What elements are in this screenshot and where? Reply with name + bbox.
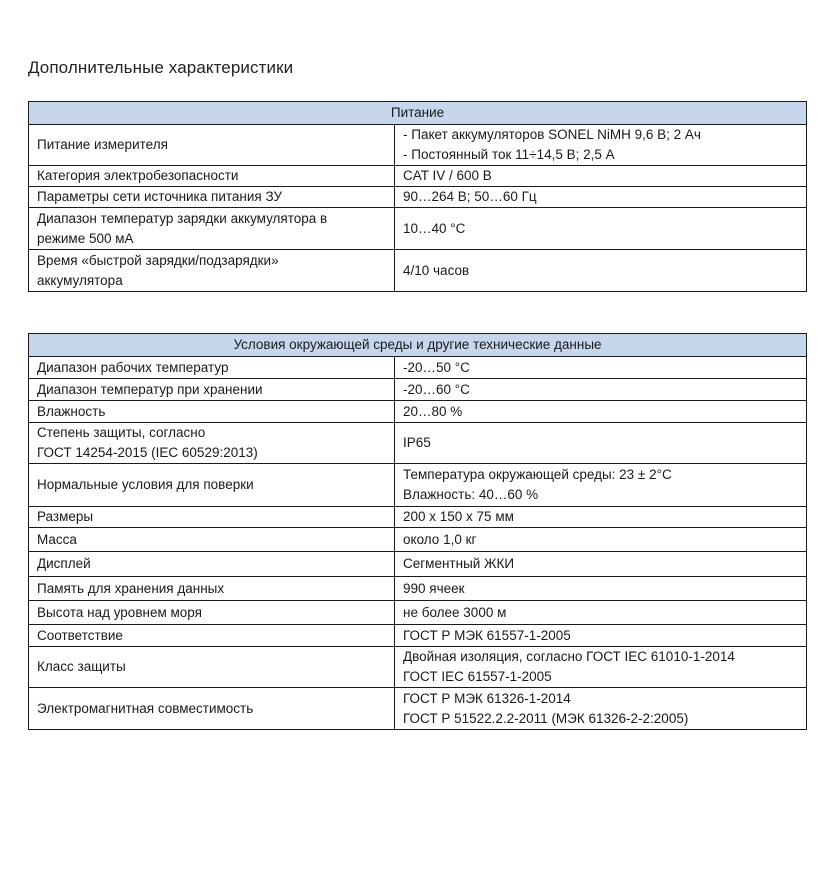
value-text: ГОСТ Р 51522.2.2-2011 (МЭК 61326-2-2:2005) [403,710,689,726]
parameter-text: Диапазон температур зарядки аккумулятора в [37,210,328,226]
value-cell [395,208,807,250]
table-row [29,250,807,292]
parameter-cell [29,577,395,601]
value-text: не более 3000 м [403,604,507,620]
table-row [29,552,807,577]
parameter-text: Влажность [37,403,106,419]
section-header-environment: Условия окружающей среды и другие технические данные [29,334,807,357]
table-body [29,357,807,730]
value-cell [395,601,807,625]
value-cell [395,401,807,423]
value-text: -20…60 °C [403,381,470,397]
table-row [29,601,807,625]
parameter-text: Нормальные условия для поверки [37,477,254,492]
value-text: 4/10 часов [403,262,470,278]
table-row [29,507,807,528]
parameter-text: Память для хранения данных [37,580,225,596]
value-cell [395,528,807,552]
value-text: - Постоянный ток 11÷14,5 В; 2,5 А [403,147,615,162]
parameter-text: Электромагнитная совместимость [37,700,254,716]
value-text: -20…50 °C [403,359,470,375]
table-row [29,423,807,464]
value-cell [395,357,807,379]
table-row [29,401,807,423]
parameter-cell [29,250,395,292]
value-cell [395,166,807,187]
parameter-cell [29,357,395,379]
table-row [29,528,807,552]
value-text: ГОСТ Р МЭК 61557-1-2005 [403,627,571,643]
value-text: ГОСТ IEC 61557-1-2005 [403,669,552,684]
page-title: Дополнительные характеристики [28,58,294,77]
value-cell [395,379,807,401]
value-text: Влажность: 40…60 % [403,487,539,502]
value-cell [395,577,807,601]
value-cell [395,250,807,292]
table-row [29,464,807,507]
table-row [29,647,807,688]
section-header-power: Питание [29,102,807,125]
parameter-cell [29,208,395,250]
parameter-cell [29,647,395,688]
parameter-text: Диапазон рабочих температур [37,359,229,375]
parameter-text: Соответствие [37,627,123,643]
value-cell [395,125,807,166]
parameter-text: Категория электробезопасности [37,168,239,183]
parameter-text: Степень защиты, согласно [37,425,206,440]
table-row [29,625,807,647]
parameter-text: режиме 500 мА [37,230,134,246]
value-text: Сегментный ЖКИ [403,556,515,571]
parameter-cell [29,125,395,166]
value-cell [395,647,807,688]
value-text: 20…80 % [403,403,463,419]
parameter-text: Параметры сети источника питания ЗУ [37,189,283,204]
parameter-text: аккумулятора [37,272,123,288]
parameter-text: Высота над уровнем моря [37,604,202,620]
parameter-cell [29,464,395,507]
value-text: около 1,0 кг [403,531,477,547]
value-text: 990 ячеек [403,580,465,596]
value-text: 200 x 150 x 75 мм [403,509,514,524]
power-specs-table [28,101,807,292]
parameter-cell [29,507,395,528]
value-text: ГОСТ Р МЭК 61326-1-2014 [403,690,571,706]
value-text: Двойная изоляция, согласно ГОСТ IEC 61010-1-2014 [403,649,735,664]
parameter-text: Размеры [37,509,94,524]
parameter-text: Питание измерителя [37,137,168,152]
value-cell [395,688,807,730]
table-row [29,187,807,208]
value-cell [395,507,807,528]
parameter-text: Диапазон температур при хранении [37,381,263,397]
parameter-cell [29,423,395,464]
table-header-row [29,102,807,125]
value-cell [395,464,807,507]
value-text: - Пакет аккумуляторов SONEL NiMH 9,6 В; 2 Ач [403,127,701,142]
parameter-text: Класс защиты [37,659,126,674]
parameter-text: Время «быстрой зарядки/подзарядки» [37,252,279,268]
parameter-text: Дисплей [37,556,91,571]
value-text: CAT IV / 600 В [403,168,492,183]
parameter-cell [29,187,395,208]
parameter-cell [29,688,395,730]
table-row [29,379,807,401]
table-row [29,357,807,379]
value-cell [395,552,807,577]
table-row [29,125,807,166]
parameter-text: ГОСТ 14254-2015 (IEC 60529:2013) [37,445,258,460]
parameter-cell [29,601,395,625]
table-row [29,208,807,250]
value-text: IP65 [403,435,431,450]
table-row [29,166,807,187]
parameter-cell [29,166,395,187]
table-body [29,125,807,292]
environment-specs-table [28,333,807,730]
value-text: 10…40 °C [403,220,466,236]
value-text: 90…264 В; 50…60 Гц [403,189,537,204]
parameter-cell [29,552,395,577]
parameter-text: Масса [37,531,77,547]
value-cell [395,423,807,464]
value-cell [395,187,807,208]
table-header-row [29,334,807,357]
value-cell [395,625,807,647]
parameter-cell [29,528,395,552]
parameter-cell [29,401,395,423]
parameter-cell [29,625,395,647]
table-row [29,577,807,601]
value-text: Температура окружающей среды: 23 ± 2°C [403,467,672,482]
parameter-cell [29,379,395,401]
table-row [29,688,807,730]
